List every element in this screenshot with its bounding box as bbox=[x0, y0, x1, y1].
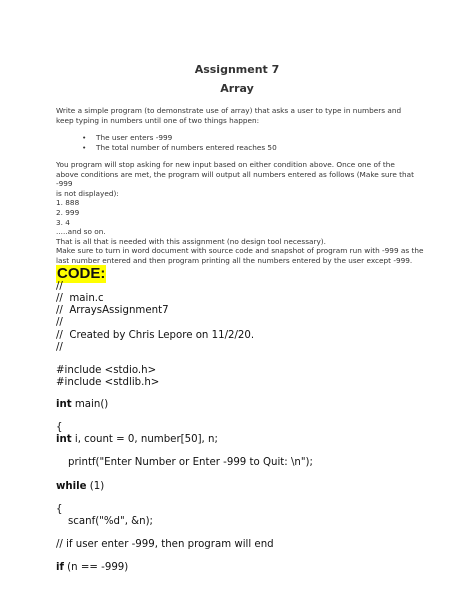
details-line: 1. 888 bbox=[56, 198, 80, 208]
details-line: above conditions are met, the program will output all numbers entered as follows (Make sure that -999 bbox=[56, 169, 414, 189]
code-comment: // bbox=[56, 317, 63, 328]
details-line: You program will stop asking for new input based on either condition above. Once one of the bbox=[56, 160, 395, 169]
details-line: 2. 999 bbox=[56, 207, 80, 217]
code-main-line bbox=[56, 399, 108, 410]
code-include: #include <stdio.h> bbox=[56, 365, 157, 376]
code-heading: CODE: bbox=[57, 265, 106, 282]
code-brace: { bbox=[56, 422, 63, 433]
code-text: (n == -999) bbox=[63, 562, 129, 573]
details-line: .....and so on. bbox=[56, 227, 106, 237]
code-comment: // main.c bbox=[56, 293, 104, 304]
intro-line: keep typing in numbers until one of two things happen: bbox=[56, 115, 260, 125]
code-keyword: int bbox=[56, 399, 72, 410]
code-keyword: if bbox=[56, 562, 64, 573]
intro-line: Write a simple program (to demonstrate use of array) that asks a user to type in numbers and bbox=[56, 106, 402, 115]
code-printf: printf("Enter Number or Enter -999 to Quit: \n"); bbox=[68, 457, 313, 468]
code-comment: // Created by Chris Lepore on 11/2/20. bbox=[56, 330, 255, 341]
code-comment: // bbox=[56, 281, 63, 292]
details-line: 3. 4 bbox=[56, 217, 70, 227]
code-while-line bbox=[56, 481, 104, 492]
code-text: main() bbox=[71, 399, 109, 410]
details-line: is not displayed): bbox=[56, 188, 119, 198]
document-subtitle: Array bbox=[220, 82, 254, 95]
code-text: (1) bbox=[86, 481, 105, 492]
code-if-line bbox=[56, 562, 128, 573]
code-comment: // if user enter -999, then program will end bbox=[56, 539, 274, 550]
intro-paragraph bbox=[56, 106, 426, 125]
code-comment: // ArraysAssignment7 bbox=[56, 305, 169, 316]
list-item: • The user enters -999 bbox=[82, 133, 452, 143]
code-text: i, count = 0, number[50], n; bbox=[71, 434, 218, 445]
details-line: That is all that is needed with this assignment (no design tool necessary). bbox=[56, 236, 326, 246]
list-item: • The total number of numbers entered reaches 50 bbox=[82, 143, 452, 153]
code-keyword: int bbox=[56, 434, 72, 445]
code-scanf: scanf("%d", &n); bbox=[68, 516, 153, 527]
conditions-list bbox=[82, 133, 452, 152]
document-title: Assignment 7 bbox=[194, 63, 280, 76]
code-include: #include <stdlib.h> bbox=[56, 377, 160, 388]
code-comment: // bbox=[56, 342, 63, 353]
details-line: last number entered and then program printing all the numbers entered by the user except -999. bbox=[56, 255, 413, 265]
details-paragraph bbox=[56, 160, 426, 266]
code-brace: { bbox=[56, 504, 63, 515]
details-line: Make sure to turn in word document with source code and snapshot of program run with -999 as the bbox=[56, 246, 424, 256]
code-declaration-line bbox=[56, 434, 218, 445]
code-keyword: while bbox=[56, 481, 87, 492]
